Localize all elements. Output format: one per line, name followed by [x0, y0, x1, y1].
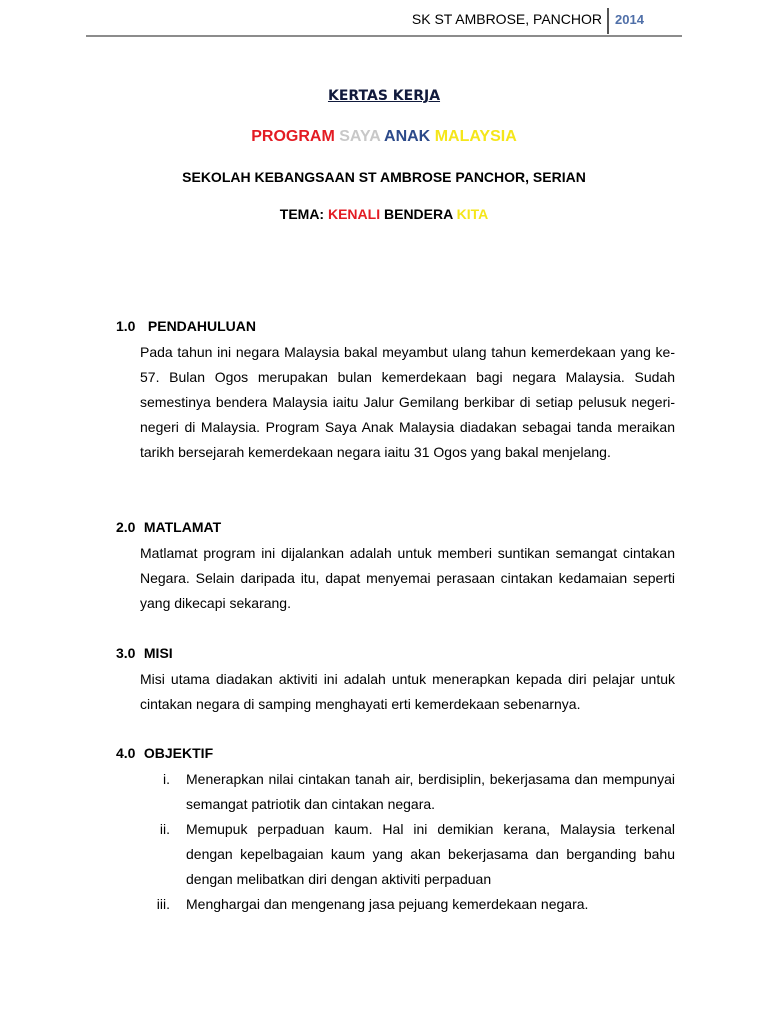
section-1-heading: [116, 318, 256, 334]
objective-number: iii.: [156, 896, 170, 912]
theme-word-1: KENALI: [327, 206, 381, 222]
section-4-title: OBJEKTIF: [143, 745, 214, 761]
program-title: [0, 128, 768, 146]
section-2-body: Matlamat program ini dijalankan adalah untuk memberi suntikan semangat cintakan Negara. Selain daripada itu, dapat menyemai perasaan cintakan kedamaian seperti yang dikecapi sekarang.: [140, 545, 675, 611]
theme-label: TEMA:: [279, 206, 325, 222]
header-rule: [86, 35, 682, 37]
header-divider: [607, 8, 609, 34]
list-item: [140, 817, 675, 892]
section-3-title: MISI: [143, 645, 173, 661]
section-3-number: 3.0: [116, 645, 136, 661]
program-word-3: ANAK: [384, 128, 431, 145]
section-2-heading: [116, 519, 221, 535]
program-word-2: SAYA: [339, 128, 381, 145]
section-3-body: Misi utama diadakan aktiviti ini adalah untuk menerapkan kepada diri pelajar untuk cintakan negara di samping menghayati erti kemerdekaan sebenarnya.: [140, 671, 675, 712]
list-item: [140, 892, 675, 917]
program-word-1: PROGRAM: [251, 128, 335, 145]
objective-text: Menerapkan nilai cintakan tanah air, berdisiplin, bekerjasama dan mempunyai semangat patriotik dan cintakan negara.: [186, 771, 675, 812]
objective-text: Menghargai dan mengenang jasa pejuang kemerdekaan negara.: [186, 896, 589, 912]
header-year: 2014: [615, 12, 644, 27]
section-1-title: PENDAHULUAN: [147, 318, 257, 334]
theme-word-3: KITA: [456, 206, 489, 222]
objectives-list: [140, 767, 675, 917]
section-2-title: MATLAMAT: [143, 519, 222, 535]
theme-word-2: BENDERA: [384, 206, 453, 222]
section-2-number: 2.0: [116, 519, 136, 535]
section-1-body: Pada tahun ini negara Malaysia bakal meyambut ulang tahun kemerdekaan yang ke-57. Bulan Ogos merupakan bulan kemerdekaan bagi negara Malaysia. Sudah semestinya bendera Malaysia iaitu Jalur Gemilang berkibar di setiap pelusuk negeri-negeri di Malaysia. Program Saya Anak Malaysia diadakan sebagai tanda meraikan tarikh bersejarah kemerdekaan negara iaitu 31 Ogos yang bakal menjelang.: [140, 344, 675, 460]
theme-line: [0, 206, 768, 222]
section-3-heading: [116, 645, 173, 661]
program-word-4: MALAYSIA: [434, 128, 517, 145]
section-4-number: 4.0: [116, 745, 136, 761]
section-1-number: 1.0: [116, 318, 136, 334]
objective-text: Memupuk perpaduan kaum. Hal ini demikian kerana, Malaysia terkenal dengan kepelbagaian kaum yang akan bekerjasama dan berganding bahu dengan melibatkan diri dengan aktiviti perpaduan: [186, 821, 675, 887]
header-school-name: SK ST AMBROSE, PANCHOR: [411, 11, 602, 27]
school-name: SEKOLAH KEBANGSAAN ST AMBROSE PANCHOR, SERIAN: [182, 169, 586, 185]
section-4-heading: [116, 745, 213, 761]
page-header: [86, 8, 682, 38]
objective-number: i.: [163, 771, 170, 787]
objective-number: ii.: [159, 821, 170, 837]
document-title: KERTAS KERJA: [327, 88, 441, 104]
list-item: [140, 767, 675, 817]
